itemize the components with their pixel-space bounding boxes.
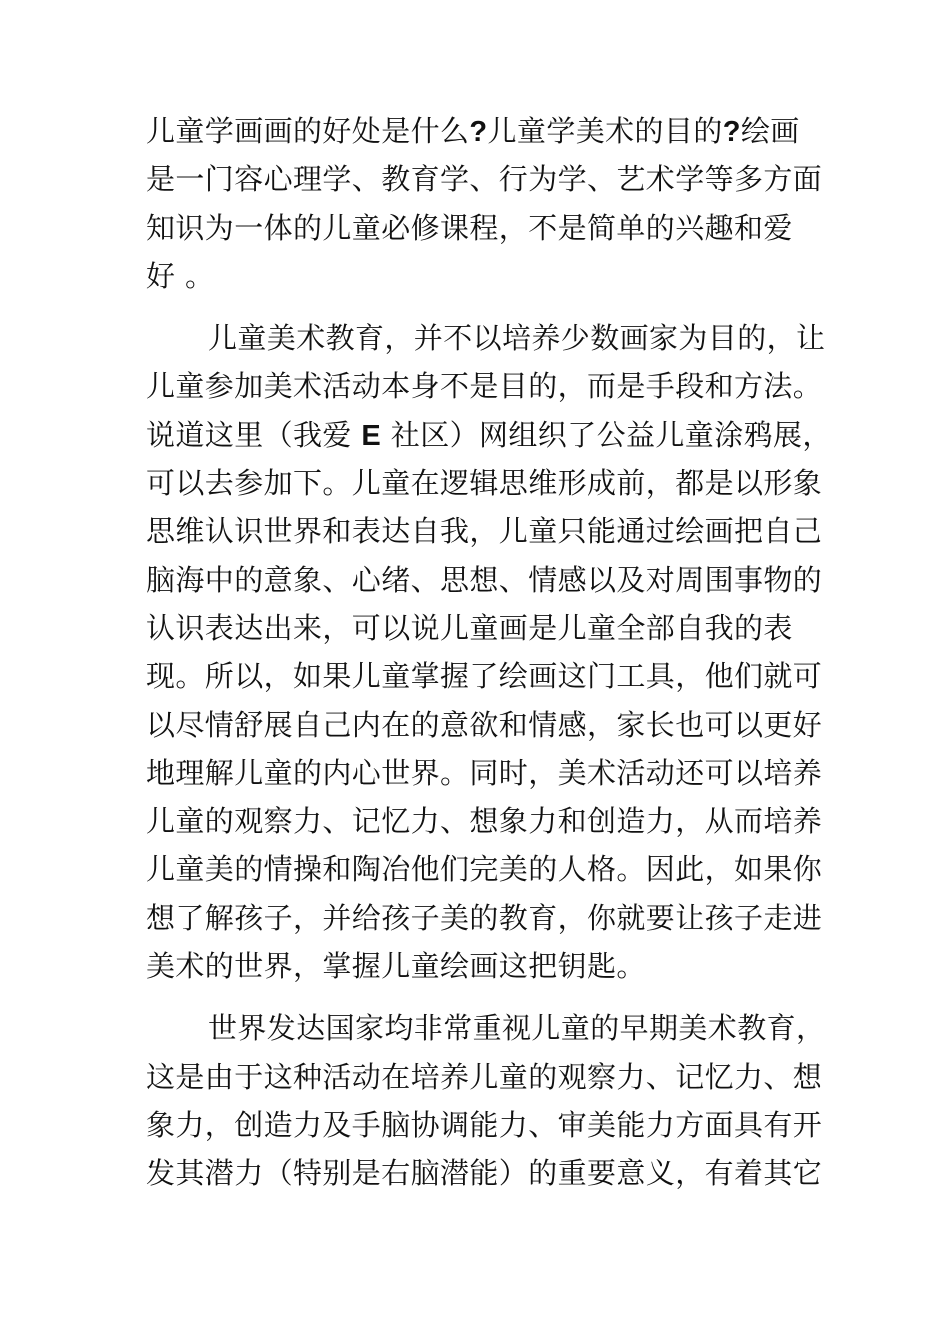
text-line: 世界发达国家均非常重视儿童的早期美术教育， — [208, 1011, 826, 1046]
text-line: 儿童学画画的好处是什么?儿童学美术的目的?绘画 — [146, 114, 800, 148]
text-line: 思维认识世界和表达自我，儿童只能通过绘画把自己 — [146, 514, 823, 549]
text-line: 知识为一体的儿童必修课程，不是简单的兴趣和爱 — [146, 210, 793, 245]
paragraph-1 — [146, 107, 823, 300]
text-line: 脑海中的意象、心绪、思想、情感以及对周围事物的 — [146, 562, 823, 597]
text-line: 认识表达出来，可以说儿童画是儿童全部自我的表 — [146, 610, 793, 645]
text-line: 象力，创造力及手脑协调能力、审美能力方面具有开 — [146, 1107, 823, 1142]
text-line: 好 。 — [146, 258, 215, 293]
article-body — [146, 107, 832, 1198]
text-line: 儿童的观察力、记忆力、想象力和创造力，从而培养 — [146, 804, 823, 839]
text-line: 儿童美术教育，并不以培养少数画家为目的，让 — [208, 321, 826, 356]
paragraph-spacing — [146, 300, 808, 314]
paragraph-3 — [146, 1004, 826, 1197]
paragraph-2 — [146, 314, 832, 990]
text-line: 儿童美的情操和陶冶他们完美的人格。因此，如果你 — [146, 852, 823, 887]
text-line: 发其潜力（特别是右脑潜能）的重要意义，有着其它 — [146, 1156, 823, 1191]
text-line: 这是由于这种活动在培养儿童的观察力、记忆力、想 — [146, 1059, 823, 1094]
text-line: 可以去参加下。儿童在逻辑思维形成前，都是以形象 — [146, 466, 823, 501]
text-line: 是一门容心理学、教育学、行为学、艺术学等多方面 — [146, 162, 823, 197]
text-line: 现。所以，如果儿童掌握了绘画这门工具，他们就可 — [146, 659, 823, 694]
text-line: 美术的世界，掌握儿童绘画这把钥匙。 — [146, 949, 646, 984]
text-line: 儿童参加美术活动本身不是目的，而是手段和方法。 — [146, 369, 823, 404]
paragraph-spacing — [146, 990, 808, 1004]
text-line: 想了解孩子，并给孩子美的教育，你就要让孩子走进 — [146, 900, 823, 935]
text-line: 地理解儿童的内心世界。同时，美术活动还可以培养 — [146, 755, 823, 790]
text-line: 以尽情舒展自己内在的意欲和情感，家长也可以更好 — [146, 707, 823, 742]
text-line: 说道这里（我爱 E 社区）网组织了公益儿童涂鸦展， — [146, 417, 832, 452]
